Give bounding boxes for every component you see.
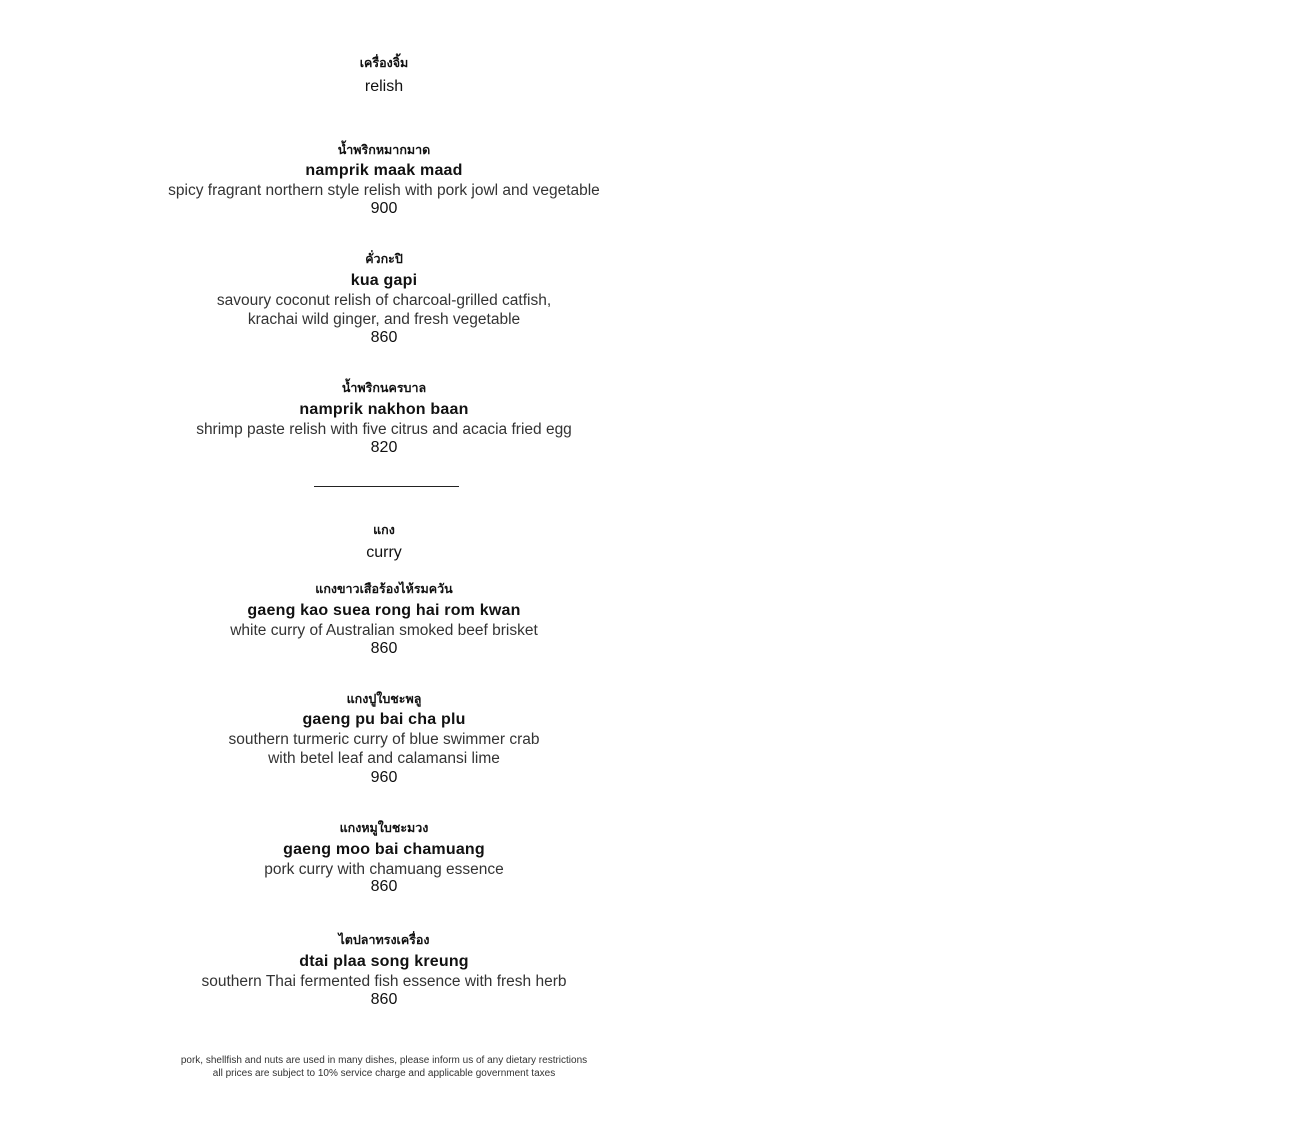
section-title-thai-curry: แกง bbox=[373, 522, 395, 537]
dish-price: 860 bbox=[370, 640, 398, 657]
dish-description: pork curry with chamuang essence bbox=[264, 861, 504, 878]
section-title-thai-relish: เครื่องจิ้ม bbox=[359, 55, 409, 70]
dish-name-thai: แกงหมูใบชะมวง bbox=[339, 820, 429, 835]
dish-name: namprik nakhon baan bbox=[299, 401, 469, 418]
dish-name: gaeng moo bai chamuang bbox=[283, 841, 485, 858]
dish-name-thai: แกงปูใบชะพลู bbox=[346, 691, 422, 706]
dish-name: gaeng pu bai cha plu bbox=[302, 711, 466, 728]
dish-name: namprik maak maad bbox=[305, 162, 463, 179]
dish-price: 960 bbox=[370, 769, 398, 786]
dish-price: 860 bbox=[370, 878, 398, 895]
footer-dietary-note: pork, shellfish and nuts are used in many dishes, please inform us of any dietary restrictions bbox=[180, 1055, 588, 1066]
dish-description: southern turmeric curry of blue swimmer crab bbox=[228, 731, 540, 748]
dish-name-thai: ไตปลาทรงเครื่อง bbox=[338, 932, 430, 947]
dish-name: kua gapi bbox=[350, 272, 418, 289]
section-title-curry: curry bbox=[366, 544, 402, 561]
dish-price: 860 bbox=[370, 991, 398, 1008]
dish-name-thai: น้ำพริกนครบาล bbox=[341, 380, 427, 395]
dish-name-thai: น้ำพริกหมากมาด bbox=[337, 142, 431, 157]
dish-name-thai: คั่วกะปิ bbox=[365, 251, 403, 266]
dish-price: 860 bbox=[370, 329, 398, 346]
dish-description: southern Thai fermented fish essence with fresh herb bbox=[201, 973, 567, 990]
dish-name: gaeng kao suea rong hai rom kwan bbox=[247, 602, 521, 619]
dish-description: krachai wild ginger, and fresh vegetable bbox=[247, 311, 521, 328]
dish-price: 820 bbox=[370, 439, 398, 456]
dish-description: spicy fragrant northern style relish with pork jowl and vegetable bbox=[168, 182, 600, 199]
footer-price-note: all prices are subject to 10% service charge and applicable government taxes bbox=[212, 1068, 556, 1079]
dish-description: savoury coconut relish of charcoal-grilled catfish, bbox=[216, 292, 552, 309]
section-title-relish: relish bbox=[364, 78, 404, 95]
dish-description: with betel leaf and calamansi lime bbox=[268, 750, 500, 767]
dish-name-thai: แกงขาวเสือร้องไห้รมควัน bbox=[315, 581, 453, 596]
dish-description: white curry of Australian smoked beef brisket bbox=[230, 622, 538, 639]
dish-description: shrimp paste relish with five citrus and acacia fried egg bbox=[196, 421, 572, 438]
section-divider bbox=[314, 486, 459, 487]
dish-name: dtai plaa song kreung bbox=[299, 953, 469, 970]
dish-price: 900 bbox=[370, 200, 398, 217]
